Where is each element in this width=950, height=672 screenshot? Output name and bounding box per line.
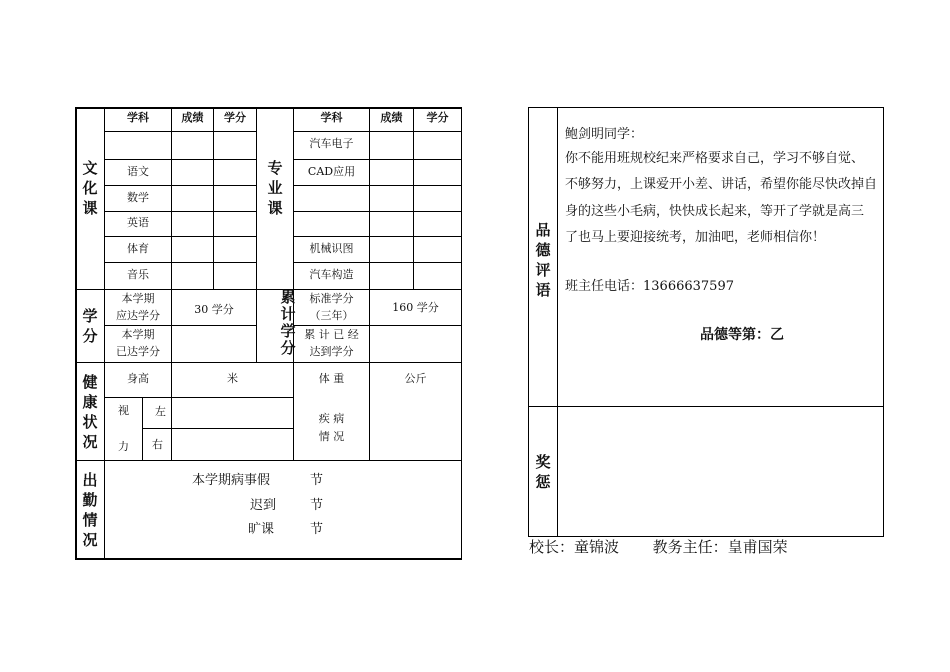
moral-grade: 品德等第：乙 bbox=[700, 327, 784, 343]
comment-line-4: 了也马上要迎接统考，加油吧，老师相信你！ bbox=[565, 230, 826, 245]
subject-music: 音乐 bbox=[127, 268, 149, 281]
term-required-label-a: 本学期 bbox=[121, 292, 155, 305]
header-subject: 学科 bbox=[127, 111, 149, 124]
header-score-major: 成绩 bbox=[380, 111, 403, 124]
term-achieved-label-a: 本学期 bbox=[121, 328, 155, 341]
culture-course-label: 文 化 课 bbox=[82, 159, 98, 217]
header-subject-major: 学科 bbox=[320, 111, 343, 124]
sick-leave-unit: 节 bbox=[310, 473, 324, 488]
comment-line-3: 身的这些小毛病，快快成长起来，等开了学就是高三 bbox=[565, 204, 865, 219]
accumulated-credit-label-b: 达到学分 bbox=[309, 345, 354, 358]
late-label: 迟到 bbox=[250, 498, 277, 513]
comment-line-2: 不够努力，上课爱开小差、讲话，希望你能尽快改掉自 bbox=[565, 177, 878, 192]
subject-math: 数学 bbox=[127, 191, 149, 204]
subject-chinese: 语文 bbox=[127, 165, 149, 178]
sick-leave-label: 本学期病事假 bbox=[192, 473, 271, 488]
standard-credit-value: 160 学分 bbox=[392, 301, 439, 314]
header-score: 成绩 bbox=[181, 111, 204, 124]
comment-greeting: 鲍剑明同学： bbox=[565, 127, 644, 142]
subject-english: 英语 bbox=[127, 216, 149, 229]
vision-left-label: 左 bbox=[155, 405, 166, 418]
vision-label-b: 力 bbox=[118, 440, 129, 453]
signature-line bbox=[529, 537, 788, 557]
subject-mechanical-drawing: 机械识图 bbox=[309, 242, 354, 255]
reward-punishment-label: 奖 惩 bbox=[535, 453, 551, 491]
moral-comment-label: 品 德 评 语 bbox=[535, 221, 551, 299]
subject-cad: CAD应用 bbox=[307, 165, 356, 178]
absent-label: 旷课 bbox=[248, 522, 275, 537]
term-required-label-b: 应达学分 bbox=[116, 309, 160, 322]
principal-name: 校长：童锦波 bbox=[529, 538, 620, 556]
standard-credit-label-a: 标准学分 bbox=[309, 292, 354, 305]
late-unit: 节 bbox=[310, 498, 324, 513]
height-unit: 米 bbox=[227, 372, 238, 385]
standard-credit-label-b: （三年） bbox=[309, 309, 354, 322]
comment-line-1: 你不能用班规校纪来严格要求自己，学习不够自觉、 bbox=[565, 151, 865, 166]
health-section-label: 健 康 状 况 bbox=[82, 373, 98, 451]
subject-pe: 体育 bbox=[127, 242, 149, 255]
cumulative-credit-label: 累 计 学 分 bbox=[280, 288, 296, 357]
accumulated-credit-label-a: 累 计 已 经 bbox=[304, 328, 359, 341]
teacher-phone: 班主任电话：13666637597 bbox=[565, 279, 734, 294]
credit-section-label: 学 分 bbox=[82, 307, 98, 345]
vision-label-a: 视 bbox=[118, 404, 129, 417]
disease-label-a: 疾 病 bbox=[318, 412, 345, 425]
term-required-value: 30 学分 bbox=[194, 303, 234, 316]
header-credit-major: 学分 bbox=[426, 111, 449, 124]
subject-auto-electronics: 汽车电子 bbox=[309, 137, 354, 150]
header-credit: 学分 bbox=[224, 111, 246, 124]
weight-unit: 公斤 bbox=[404, 372, 427, 385]
absent-unit: 节 bbox=[310, 522, 324, 537]
major-course-label: 专 业 课 bbox=[267, 159, 283, 217]
subject-auto-construction: 汽车构造 bbox=[309, 268, 354, 281]
vision-right-label: 右 bbox=[152, 438, 163, 451]
height-label: 身高 bbox=[127, 372, 149, 385]
term-achieved-label-b: 已达学分 bbox=[116, 345, 160, 358]
attendance-section-label: 出 勤 情 况 bbox=[82, 471, 98, 549]
weight-label: 体 重 bbox=[318, 372, 345, 385]
academic-director-name: 教务主任：皇甫国荣 bbox=[652, 538, 788, 556]
disease-label-b: 情 况 bbox=[318, 430, 345, 443]
